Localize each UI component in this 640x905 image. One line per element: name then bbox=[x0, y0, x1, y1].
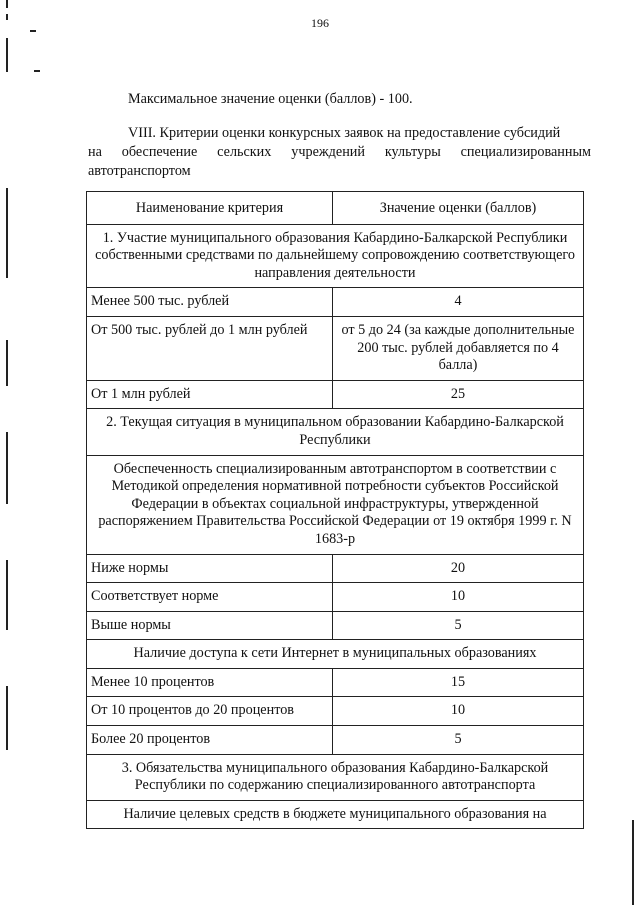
section-1-title: 1. Участие муниципального образования Кабардино-Балкарской Республики собственными средствами по дальнейшему сопровождению соответствующего направления деятельности bbox=[87, 224, 584, 288]
scan-artifact bbox=[34, 70, 40, 72]
criteria-table bbox=[86, 191, 584, 829]
page-number: 196 bbox=[311, 16, 329, 30]
table-header-row bbox=[87, 192, 584, 225]
criterion-label: Менее 500 тыс. рублей bbox=[87, 288, 333, 317]
table-row bbox=[87, 697, 584, 726]
table-row bbox=[87, 380, 584, 409]
scan-artifact bbox=[6, 188, 8, 278]
max-score-text: Максимальное значение оценки (баллов) - 100. bbox=[128, 91, 413, 107]
header-criterion: Наименование критерия bbox=[87, 192, 333, 225]
subsection-row bbox=[87, 640, 584, 669]
scan-artifact bbox=[6, 686, 8, 750]
section-3-title: 3. Обязательства муниципального образования Кабардино-Балкарской Республики по содержанию специализированного автотранспорта bbox=[87, 754, 584, 800]
scan-artifact bbox=[6, 560, 8, 630]
table-row bbox=[87, 726, 584, 755]
section-row bbox=[87, 224, 584, 288]
scan-artifact bbox=[6, 340, 8, 386]
criterion-label: Ниже нормы bbox=[87, 554, 333, 583]
criterion-score: 15 bbox=[333, 668, 584, 697]
criterion-label: Менее 10 процентов bbox=[87, 668, 333, 697]
header-score: Значение оценки (баллов) bbox=[333, 192, 584, 225]
scan-artifact bbox=[6, 0, 8, 8]
scan-artifact bbox=[632, 820, 634, 905]
criterion-label: От 10 процентов до 20 процентов bbox=[87, 697, 333, 726]
criterion-score: 25 bbox=[333, 380, 584, 409]
section-3-subtitle: Наличие целевых средств в бюджете муниципального образования на bbox=[87, 800, 584, 829]
criterion-score: 5 bbox=[333, 726, 584, 755]
section-row bbox=[87, 409, 584, 455]
criterion-score: 4 bbox=[333, 288, 584, 317]
section-title-rest: на обеспечение сельских учреждений культуры специализированным автотранспортом bbox=[88, 144, 591, 179]
criterion-score: 10 bbox=[333, 697, 584, 726]
table-row bbox=[87, 288, 584, 317]
criterion-score: от 5 до 24 (за каждые дополнительные 200 тыс. рублей добавляется по 4 балла) bbox=[333, 316, 584, 380]
table-row bbox=[87, 583, 584, 612]
section-title-line1: VIII. Критерии оценки конкурсных заявок на предоставление субсидий bbox=[128, 125, 561, 141]
table-row bbox=[87, 554, 584, 583]
criterion-score: 20 bbox=[333, 554, 584, 583]
criterion-label: Более 20 процентов bbox=[87, 726, 333, 755]
section-row bbox=[87, 754, 584, 800]
section-title bbox=[88, 124, 591, 181]
criterion-label: От 1 млн рублей bbox=[87, 380, 333, 409]
scan-artifact bbox=[6, 432, 8, 504]
section-2a-title: Обеспеченность специализированным автотранспортом в соответствии с Методикой определения нормативной потребности субъектов Российской Федерации в объектах социальной инфраструктуры, утвержденной распоряжением Правительства Российской Федерации от 19 октября 1999 г. N 1683-р bbox=[87, 455, 584, 554]
criterion-score: 10 bbox=[333, 583, 584, 612]
scan-artifact bbox=[6, 38, 8, 72]
subsection-row bbox=[87, 455, 584, 554]
table-row bbox=[87, 316, 584, 380]
criterion-label: Выше нормы bbox=[87, 611, 333, 640]
table-row bbox=[87, 668, 584, 697]
criterion-label: От 500 тыс. рублей до 1 млн рублей bbox=[87, 316, 333, 380]
table-row bbox=[87, 611, 584, 640]
section-2-title: 2. Текущая ситуация в муниципальном образовании Кабардино-Балкарской Республики bbox=[87, 409, 584, 455]
subsection-row bbox=[87, 800, 584, 829]
criterion-score: 5 bbox=[333, 611, 584, 640]
section-2b-title: Наличие доступа к сети Интернет в муниципальных образованиях bbox=[87, 640, 584, 669]
criterion-label: Соответствует норме bbox=[87, 583, 333, 612]
